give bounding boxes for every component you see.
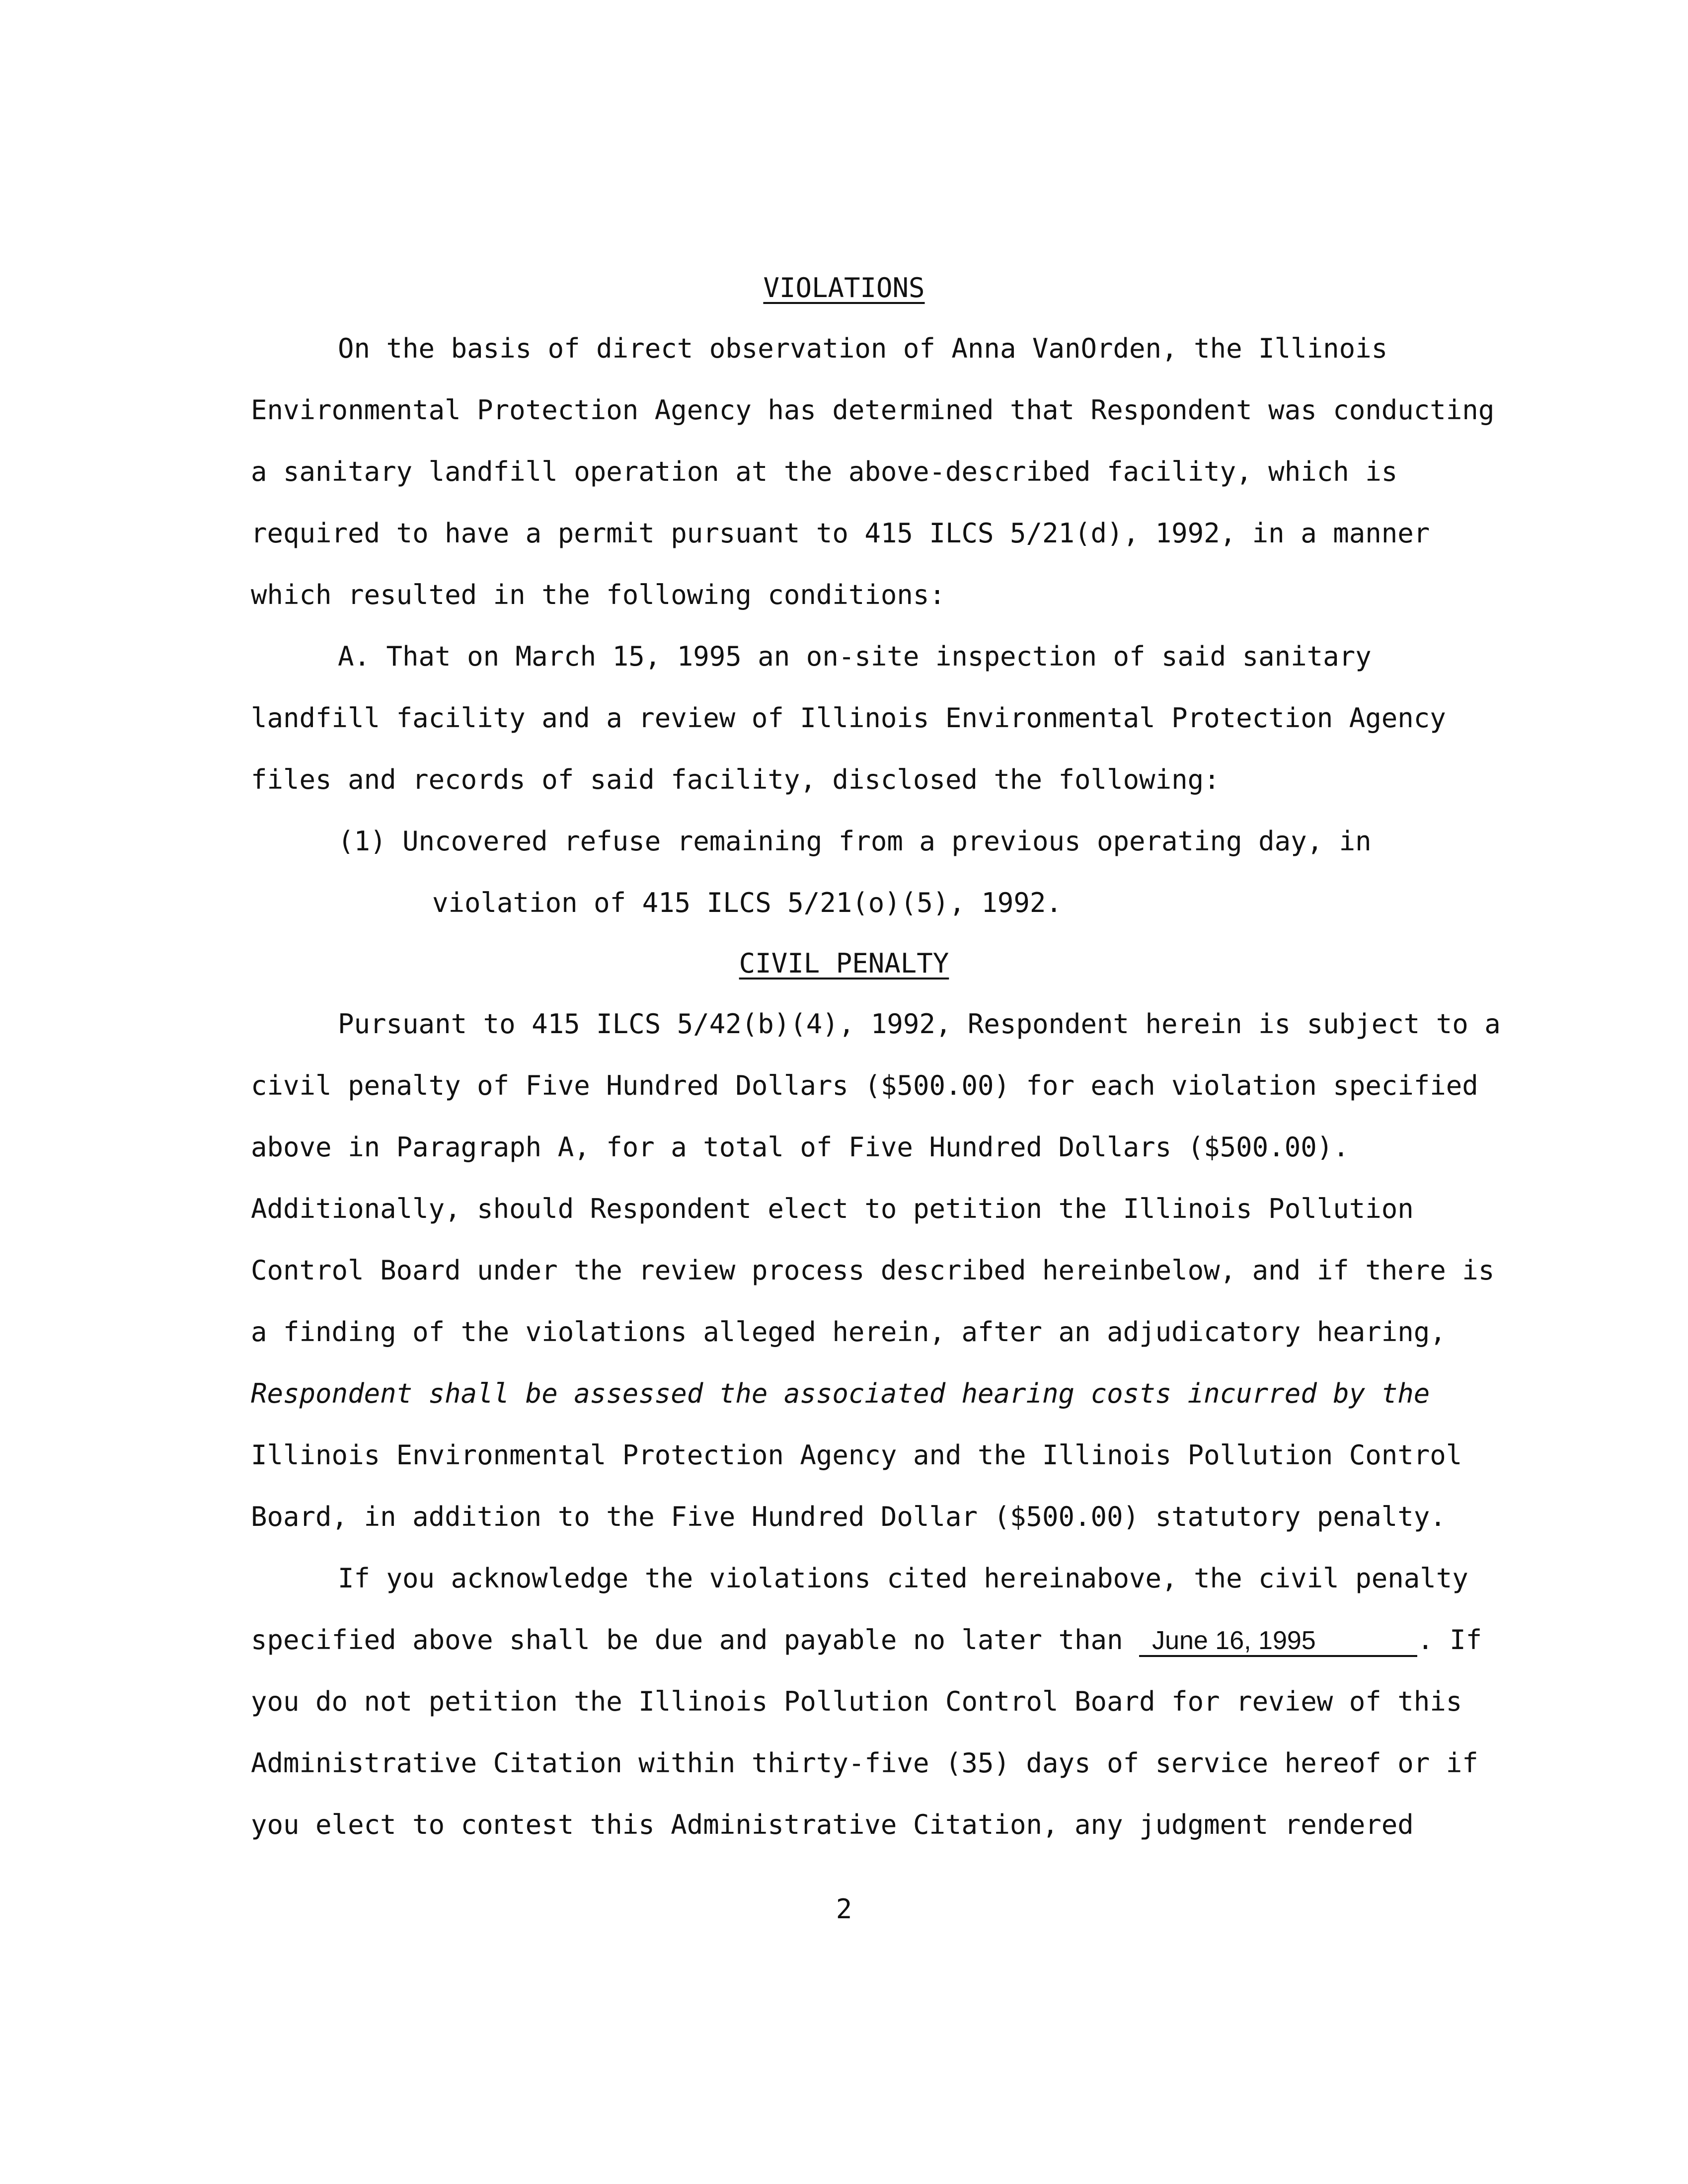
paragraph-a-line-1: A. That on March 15, 1995 an on-site inspection of said sanitary — [338, 641, 1372, 672]
page-number: 2 — [836, 1893, 852, 1925]
violations-line-3: a sanitary landfill operation at the above-described facility, which is — [251, 456, 1398, 487]
payment-line-4: Administrative Citation within thirty-five (35) days of service hereof or if — [251, 1747, 1478, 1779]
violations-heading: VIOLATIONS — [763, 272, 925, 303]
payment-line-2 — [251, 1625, 1482, 1657]
paragraph-a-line-2: landfill facility and a review of Illinois Environmental Protection Agency — [251, 702, 1446, 734]
violations-line-4: required to have a permit pursuant to 415 ILCS 5/21(d), 1992, in a manner — [251, 518, 1430, 549]
violations-line-1: On the basis of direct observation of Anna VanOrden, the Illinois — [338, 333, 1388, 364]
payment-line-3: you do not petition the Illinois Pollution Control Board for review of this — [251, 1686, 1462, 1717]
item-1-line-1: (1) Uncovered refuse remaining from a previous operating day, in — [338, 826, 1372, 857]
civil-penalty-heading: CIVIL PENALTY — [739, 948, 949, 979]
penalty-line-6: a finding of the violations alleged herein, after an adjudicatory hearing, — [251, 1316, 1446, 1348]
penalty-line-1: Pursuant to 415 ILCS 5/42(b)(4), 1992, Respondent herein is subject to a — [338, 1008, 1501, 1040]
payment-line-1: If you acknowledge the violations cited hereinabove, the civil penalty — [338, 1563, 1468, 1594]
item-1-line-2: violation of 415 ILCS 5/21(o)(5), 1992. — [432, 887, 1062, 918]
violations-line-2: Environmental Protection Agency has determined that Respondent was conducting — [251, 394, 1495, 426]
payment-line-5: you elect to contest this Administrative Citation, any judgment rendered — [251, 1809, 1414, 1840]
penalty-line-2: civil penalty of Five Hundred Dollars ($500.00) for each violation specified — [251, 1070, 1478, 1101]
payment-line-2-text: specified above shall be due and payable no later than — [251, 1624, 1140, 1656]
penalty-line-5: Control Board under the review process described hereinbelow, and if there is — [251, 1255, 1495, 1286]
payment-line-2-tail: . If — [1417, 1624, 1482, 1656]
penalty-line-9: Board, in addition to the Five Hundred Dollar ($500.00) statutory penalty. — [251, 1501, 1446, 1532]
penalty-line-4: Additionally, should Respondent elect to petition the Illinois Pollution — [251, 1193, 1414, 1224]
penalty-line-8: Illinois Environmental Protection Agency and the Illinois Pollution Control — [251, 1439, 1462, 1471]
due-date-field: June 16, 1995 — [1139, 1626, 1417, 1657]
violations-line-5: which resulted in the following conditions: — [251, 579, 945, 610]
paragraph-a-line-3: files and records of said facility, disclosed the following: — [251, 764, 1220, 795]
penalty-line-7: Respondent shall be assessed the associated hearing costs incurred by the — [251, 1378, 1430, 1409]
penalty-line-3: above in Paragraph A, for a total of Five Hundred Dollars ($500.00). — [251, 1131, 1349, 1163]
